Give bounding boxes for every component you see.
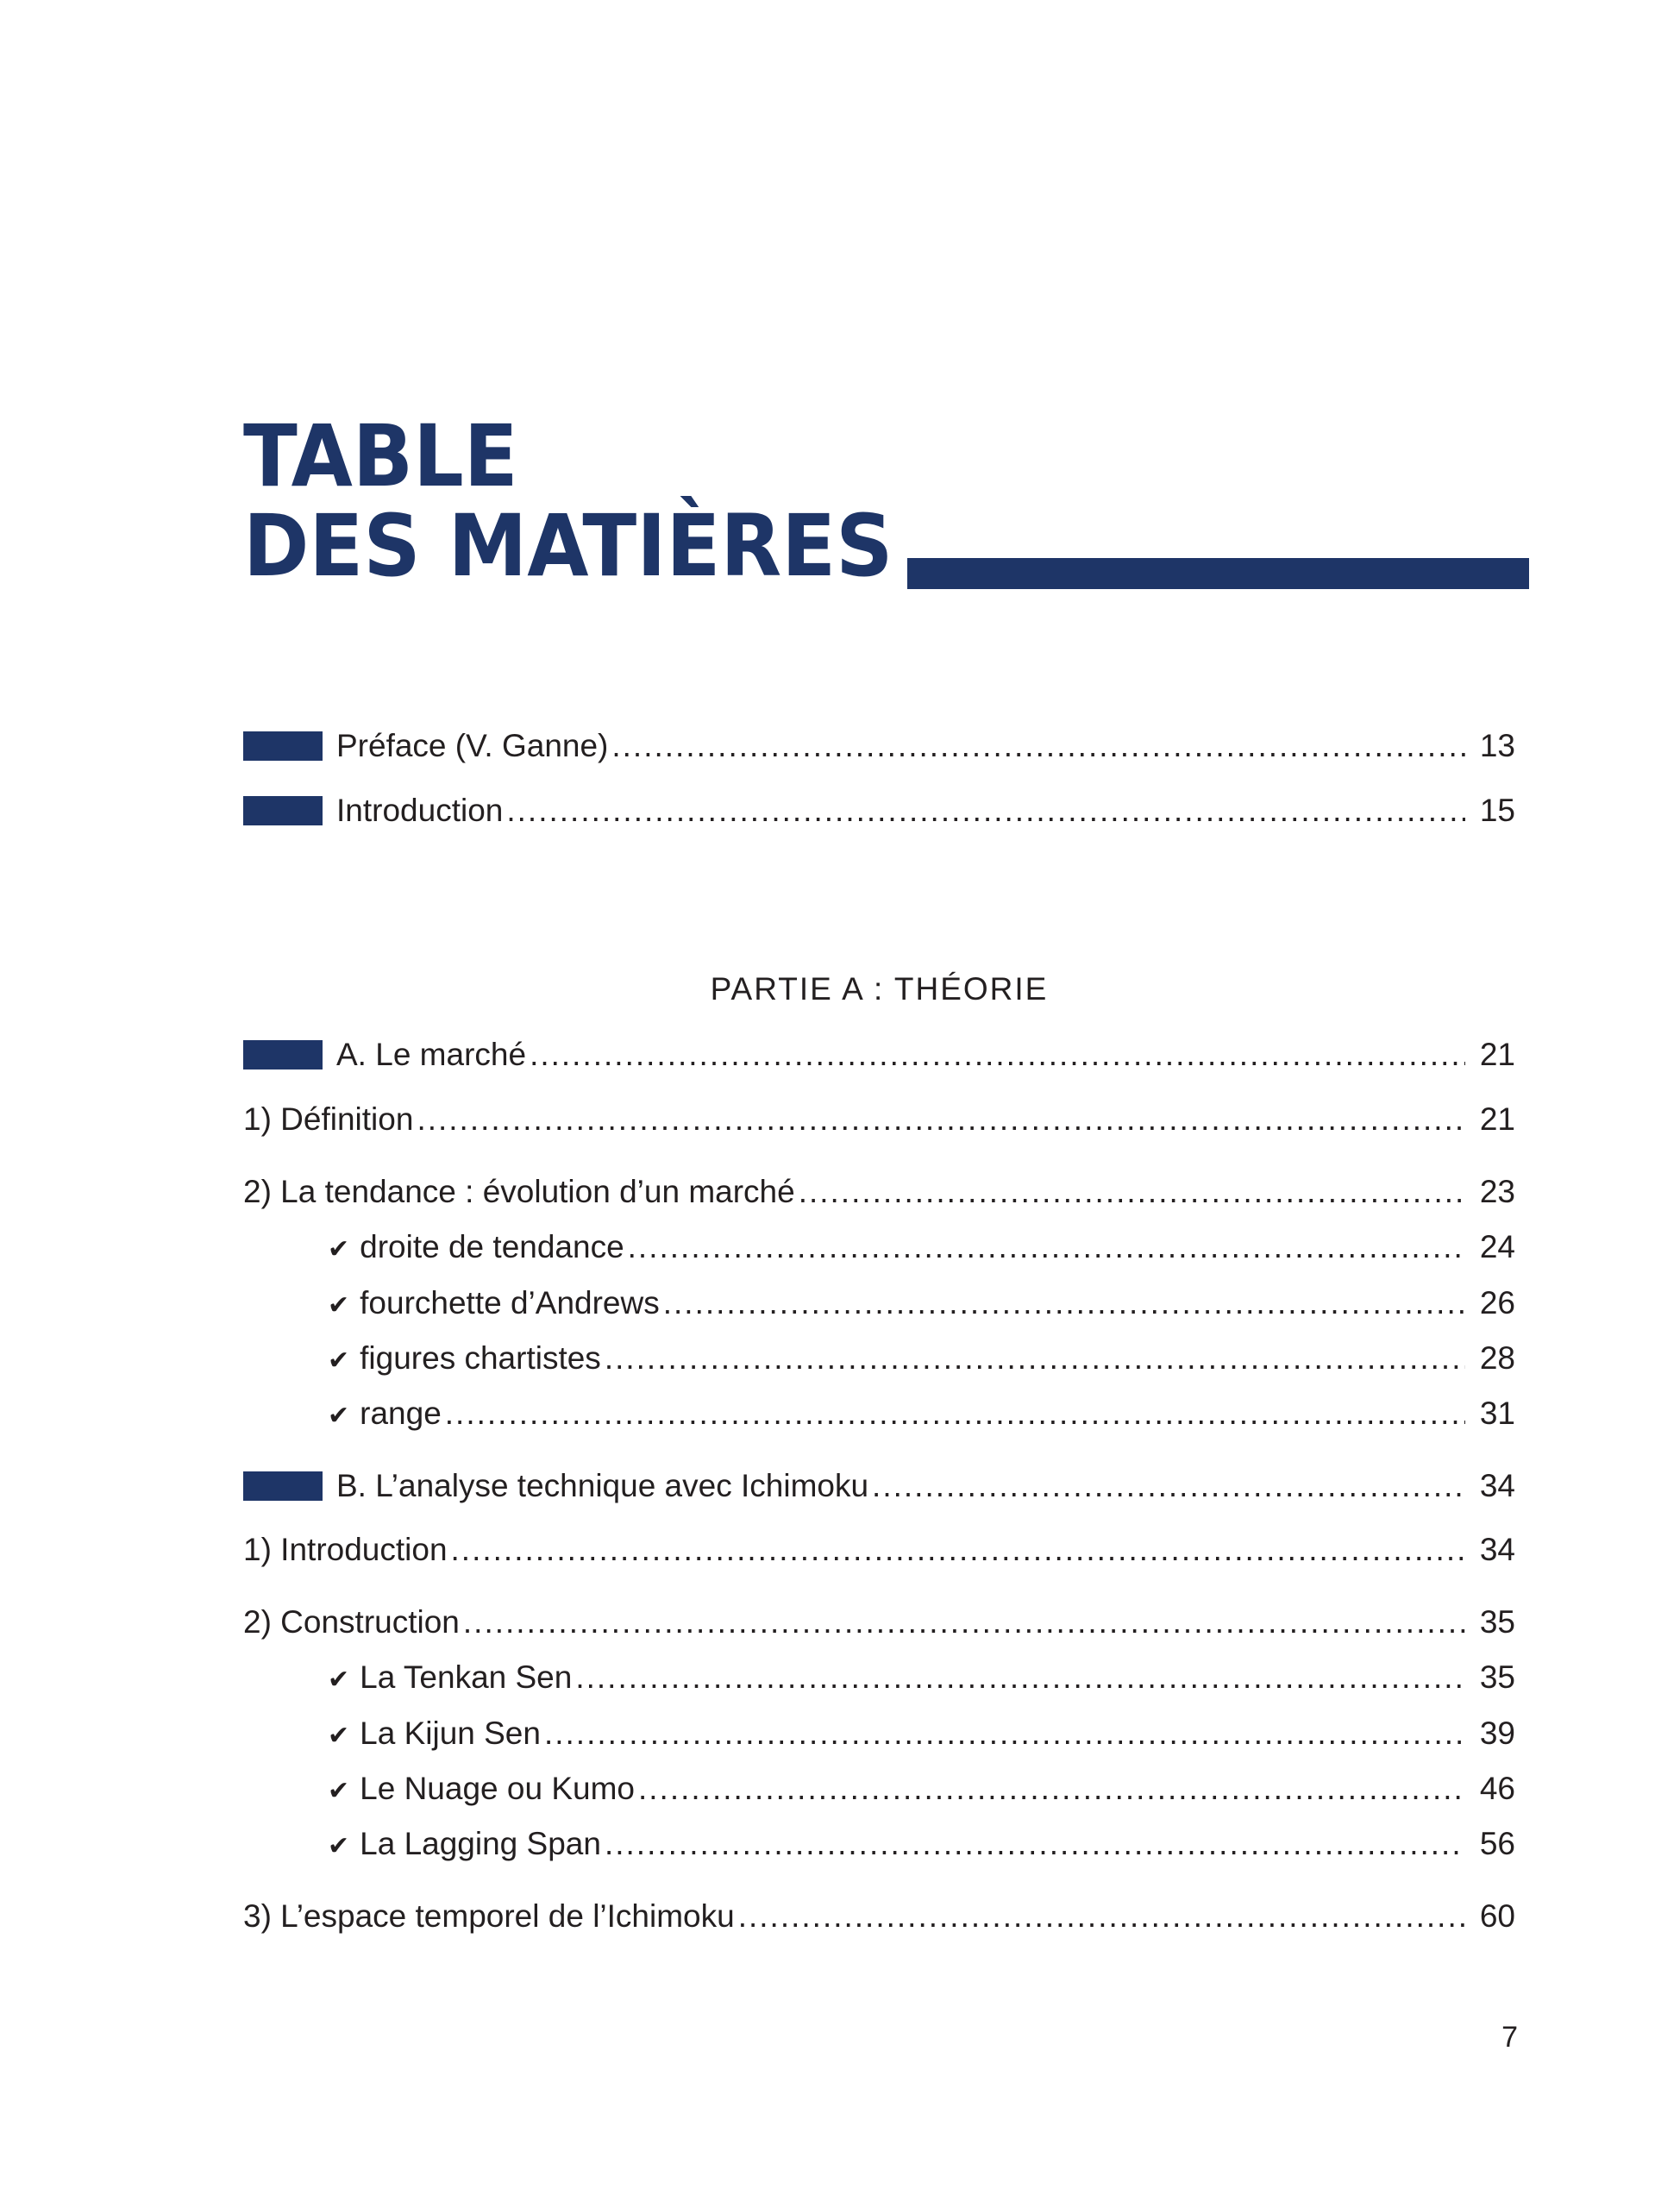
toc-entry-section-b[interactable] <box>243 1465 1515 1508</box>
toc-subentry[interactable] <box>328 1337 1515 1380</box>
toc-subentry[interactable] <box>328 1822 1515 1866</box>
check-icon: ✔ <box>328 1346 350 1375</box>
dot-leader <box>872 1465 1465 1508</box>
toc-entry-label: La Tenkan Sen <box>360 1659 573 1695</box>
dot-leader <box>463 1601 1465 1644</box>
toc-entry-label: range <box>360 1396 442 1431</box>
toc-entry-page: 13 <box>1479 728 1515 763</box>
toc-entry-label: B. L’analyse technique avec Ichimoku <box>336 1468 869 1503</box>
toc-entry-label: La Lagging Span <box>360 1826 601 1861</box>
toc-entry-label: 2) La tendance : évolution d’un marché <box>243 1174 795 1209</box>
dot-leader <box>611 724 1465 768</box>
section-marker <box>243 796 323 825</box>
dot-leader <box>799 1170 1465 1214</box>
dot-leader <box>663 1282 1465 1325</box>
toc-entry-preface[interactable] <box>243 724 1515 768</box>
toc-entry-page: 34 <box>1479 1468 1515 1503</box>
toc-entry-page: 15 <box>1479 793 1515 828</box>
toc-entry-label: Préface (V. Ganne) <box>336 728 609 763</box>
toc-entry-page: 34 <box>1479 1532 1515 1567</box>
dot-leader <box>628 1226 1465 1269</box>
toc-subentry[interactable] <box>328 1656 1515 1699</box>
toc-entry-page: 60 <box>1479 1898 1515 1934</box>
title-line-2: DES MATIÈRES <box>243 497 893 596</box>
toc-entry-label: 1) Introduction <box>243 1532 448 1567</box>
toc-entry-page: 24 <box>1479 1229 1515 1264</box>
page-title <box>243 407 893 596</box>
dot-leader <box>575 1656 1465 1699</box>
check-icon: ✔ <box>328 1665 350 1694</box>
title-underline-bar <box>907 558 1529 589</box>
dot-leader <box>544 1712 1465 1755</box>
toc-entry-page: 21 <box>1479 1037 1515 1072</box>
check-icon: ✔ <box>328 1291 350 1320</box>
toc-entry-label: Introduction <box>336 793 504 828</box>
toc-subentry[interactable] <box>328 1712 1515 1755</box>
toc-entry-label: figures chartistes <box>360 1340 601 1376</box>
section-marker <box>243 1471 323 1501</box>
toc-entry-espace-temporel[interactable] <box>243 1895 1515 1938</box>
title-line-1: TABLE <box>243 407 518 506</box>
toc-entry-label: 1) Définition <box>243 1101 414 1137</box>
dot-leader <box>605 1822 1465 1866</box>
dot-leader <box>605 1337 1465 1380</box>
toc-subentry[interactable] <box>328 1282 1515 1325</box>
toc-entry-label: droite de tendance <box>360 1229 624 1264</box>
toc-entry-construction[interactable] <box>243 1601 1515 1644</box>
part-heading: PARTIE A : THÉORIE <box>710 971 1049 1007</box>
check-icon: ✔ <box>328 1402 350 1430</box>
dot-leader <box>638 1767 1465 1810</box>
toc-entry-page: 56 <box>1479 1826 1515 1861</box>
toc-entry-page: 35 <box>1479 1604 1515 1640</box>
toc-entry-page: 26 <box>1479 1285 1515 1320</box>
check-icon: ✔ <box>328 1832 350 1860</box>
toc-entry-label: La Kijun Sen <box>360 1716 541 1751</box>
page-number: 7 <box>1501 2021 1518 2054</box>
toc-entry-page: 31 <box>1479 1396 1515 1431</box>
dot-leader <box>738 1895 1465 1938</box>
toc-entry-b-introduction[interactable] <box>243 1528 1515 1571</box>
check-icon: ✔ <box>328 1722 350 1750</box>
toc-subentry[interactable] <box>328 1392 1515 1435</box>
toc-entry-label: 3) L’espace temporel de l’Ichimoku <box>243 1898 735 1934</box>
toc-entry-label: Le Nuage ou Kumo <box>360 1771 635 1806</box>
toc-entry-page: 35 <box>1479 1659 1515 1695</box>
toc-entry-page: 23 <box>1479 1174 1515 1209</box>
toc-entry-page: 28 <box>1479 1340 1515 1376</box>
check-icon: ✔ <box>328 1777 350 1805</box>
toc-subentry[interactable] <box>328 1767 1515 1810</box>
toc-entry-introduction[interactable] <box>243 789 1515 832</box>
toc-entry-definition[interactable] <box>243 1098 1515 1141</box>
toc-entry-label: A. Le marché <box>336 1037 527 1072</box>
toc-entry-label: 2) Construction <box>243 1604 460 1640</box>
toc-entry-section-a[interactable] <box>243 1033 1515 1076</box>
toc-entry-tendance[interactable] <box>243 1170 1515 1214</box>
check-icon: ✔ <box>328 1235 350 1264</box>
dot-leader <box>506 789 1465 832</box>
dot-leader <box>530 1033 1465 1076</box>
toc-entry-page: 21 <box>1479 1101 1515 1137</box>
dot-leader <box>451 1528 1465 1571</box>
toc-entry-page: 46 <box>1479 1771 1515 1806</box>
section-marker <box>243 731 323 761</box>
toc-entry-label: fourchette d’Andrews <box>360 1285 660 1320</box>
toc-subentry[interactable] <box>328 1226 1515 1269</box>
dot-leader <box>445 1392 1465 1435</box>
dot-leader <box>417 1098 1465 1141</box>
toc-entry-page: 39 <box>1479 1716 1515 1751</box>
section-marker <box>243 1040 323 1070</box>
